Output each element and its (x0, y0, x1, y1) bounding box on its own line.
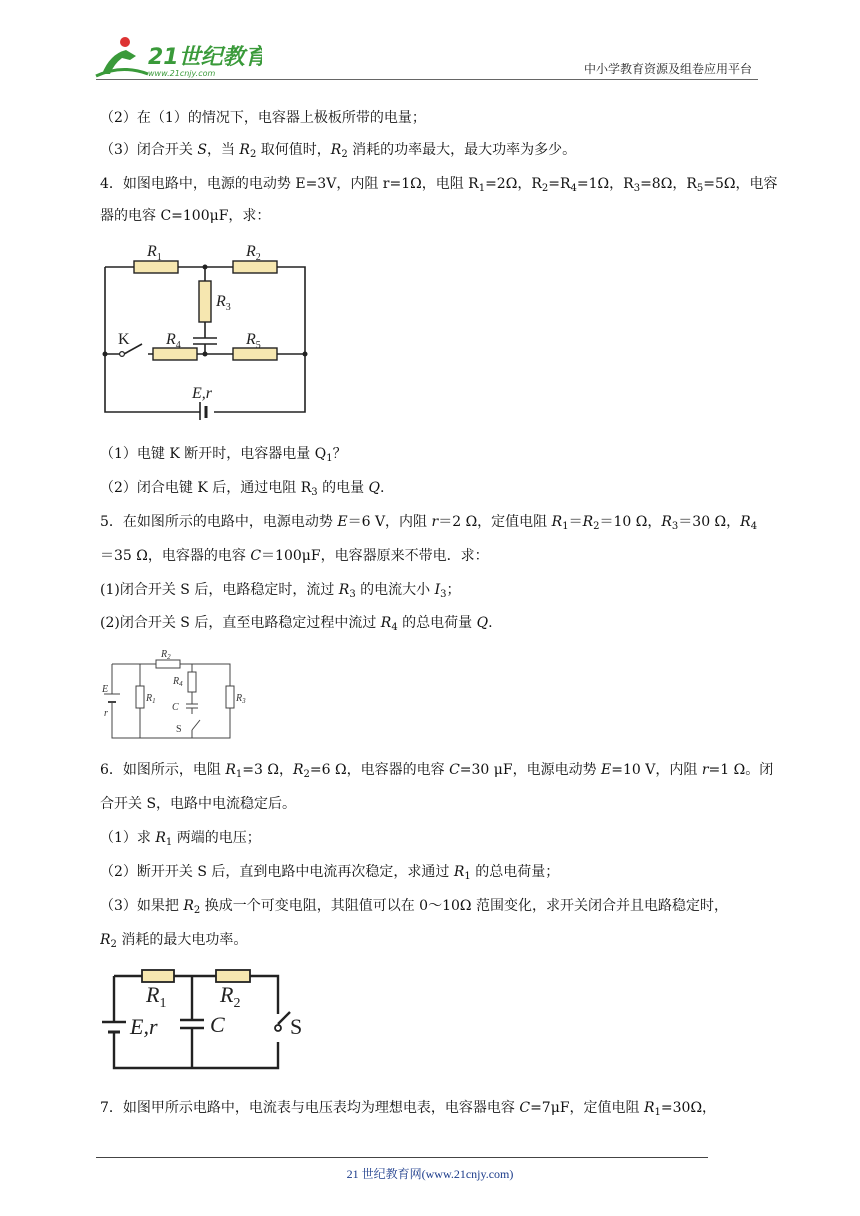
label-r4: $R_4$ (173, 676, 183, 688)
question-6-part-3: （3）如果把 $R_2$ 换成一个可变电阻，其阻值可以在 0～10Ω 范围变化，求开关闭合并且电路稳定时， (100, 898, 728, 916)
label-r4: $R_4$ (166, 331, 181, 351)
label-c: C (210, 1012, 225, 1037)
circuit-diagram-q4 (100, 236, 315, 420)
question-3-part-2: （2）在（1）的情况下，电容器上极板所带的电量； (100, 110, 426, 126)
label-r1: $R_1$ (146, 982, 167, 1011)
logo-text: 21世纪教育 (148, 45, 262, 70)
header-platform-name: 中小学教育资源及组卷应用平台 (583, 62, 752, 76)
question-3-part-3: （3）闭合开关 S，当 $R_2$ 取何值时，$R_2$ 消耗的功率最大，最大功率为多少。 (100, 142, 577, 160)
label-s: S (176, 724, 182, 735)
label-r2: $R_2$ (246, 243, 261, 263)
label-s: S (290, 1014, 303, 1039)
label-r1: $R_1$ (146, 693, 156, 705)
resistor-r2 (156, 660, 180, 668)
label-r1: $R_1$ (147, 243, 162, 263)
resistor-r3 (199, 281, 211, 322)
question-6-part-1: （1）求 $R_1$ 两端的电压； (100, 830, 261, 848)
question-5-part-2: (2)闭合开关 S 后，直至电路稳定过程中流过 $R_4$ 的总电荷量 Q. (100, 615, 493, 633)
label-r5: $R_5$ (246, 331, 261, 351)
resistor-r1 (136, 686, 144, 708)
question-4-stem-line2: 器的电容 C=100μF，求： (100, 208, 271, 224)
runner-logo-icon (96, 37, 148, 76)
question-6-part-2: （2）断开开关 S 后，直到电路中电流再次稳定，求通过 $R_1$ 的总电荷量； (100, 864, 560, 882)
question-4-part-1: （1）电键 K 断开时，电容器电量 $Q_1$？ (100, 446, 347, 464)
logo-url: www.21cnjy.com (148, 69, 216, 78)
question-7-stem: 7．如图甲所示电路中，电流表与电压表均为理想电表，电容器电容 C=7μF，定值电阻 $R_1=30\Omega$， (100, 1100, 717, 1118)
circuit-diagram-q5 (100, 646, 250, 742)
site-logo[interactable] (92, 34, 262, 80)
question-5-stem: 5．在如图所示的电路中，电源电动势 E＝6 V，内阻 r＝2 Ω，定值电阻 $R_1=R_2=10$ Ω，$R_3=30$ Ω，$R_4$ (100, 514, 758, 532)
resistor-r2 (216, 970, 250, 982)
label-r: r (104, 708, 108, 719)
label-r2: $R_2$ (161, 649, 171, 661)
label-e: E (102, 684, 109, 695)
label-emf: E,r (130, 1014, 158, 1039)
resistor-r1 (142, 970, 174, 982)
resistor-r3 (226, 686, 234, 708)
resistor-r4 (188, 672, 196, 692)
label-r3: $R_3$ (216, 293, 231, 313)
question-6-stem-line2: 合开关 S，电路中电流稳定后。 (100, 796, 297, 812)
label-switch-k: K (118, 331, 130, 348)
question-5-stem-line2: ＝35 Ω，电容器的电容 C＝100μF，电容器原来不带电．求： (100, 548, 489, 564)
question-4-part-2: （2）闭合电键 K 后，通过电阻 $R_3$ 的电量 Q. (100, 480, 385, 498)
question-6-stem: 6．如图所示，电阻 $R_1=3$ Ω，$R_2=6$ Ω，电容器的电容 C=30 μF，电源电动势 E=10 V，内阻 r=1 Ω。闭 (100, 762, 774, 780)
question-4-stem: 4．如图电路中，电源的电动势 E=3V，内阻 r=1Ω，电阻 $R_1=2\Omega$，$R_2=R_4=1\Omega$，$R_3=8\Omega$，$R_5=5\Omega$，电容 (100, 176, 778, 194)
label-r3: $R_3$ (236, 693, 246, 705)
question-5-part-1: (1)闭合开关 S 后，电路稳定时，流过 $R_3$ 的电流大小 $I_3$； (100, 582, 461, 600)
label-c: C (172, 702, 179, 713)
question-6-part-3-line2: $R_2$ 消耗的最大电功率。 (100, 932, 248, 950)
footer-divider (96, 1157, 708, 1158)
header-divider (96, 79, 758, 80)
label-emf: E,r (192, 385, 212, 402)
label-r2: $R_2$ (220, 982, 241, 1011)
circuit-diagram-q6 (100, 962, 315, 1074)
footer-link[interactable]: 21 世纪教育网(www.21cnjy.com) (346, 1167, 514, 1181)
